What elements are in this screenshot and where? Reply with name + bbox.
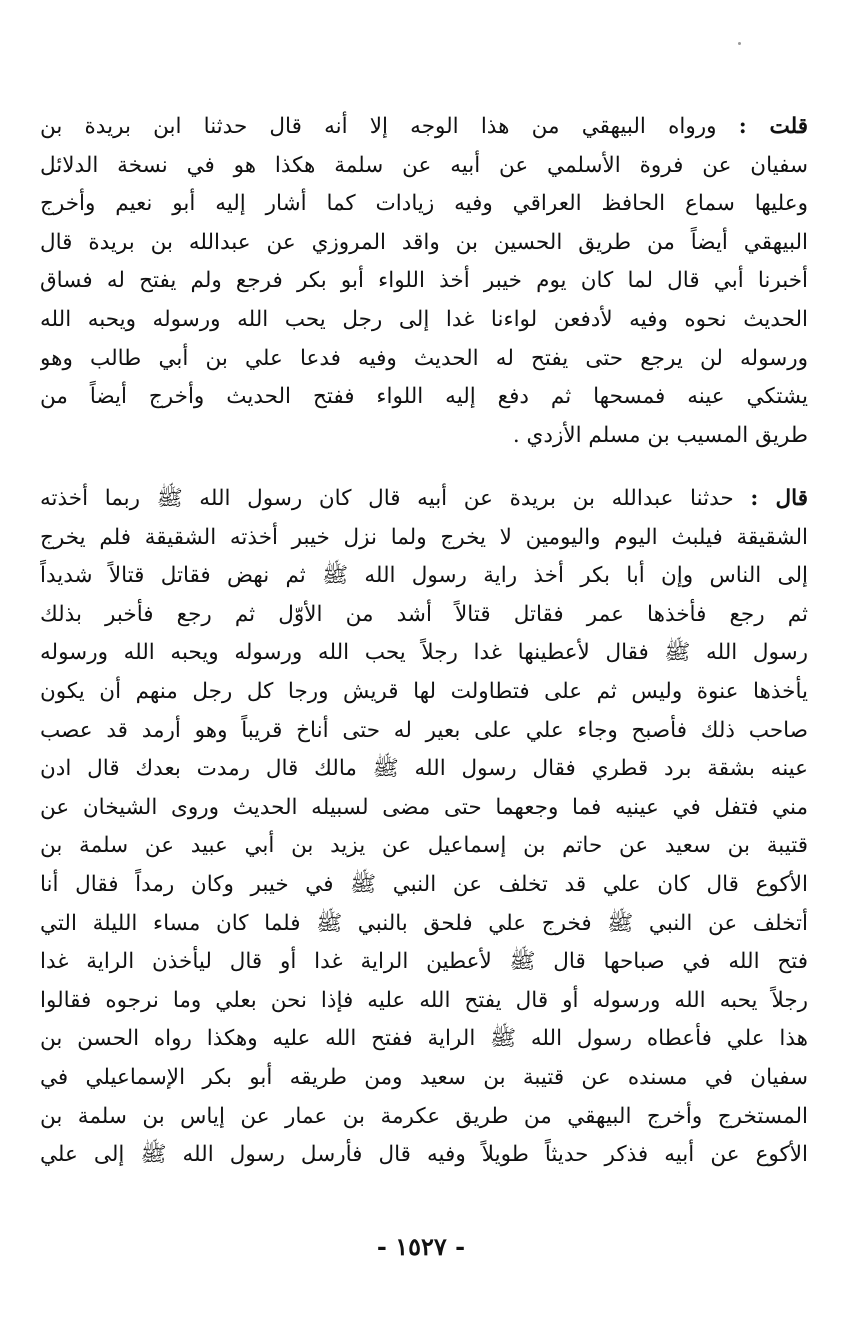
text-line: فتح الله في صباحها قال ﷺ لأعطين الراية غدا أو قال ليأخذن الراية غدا [40,949,808,975]
text-line: وعليها سماع الحافظ العراقي وفيه زيادات كما أشار إليه أبو نعيم وأخرج [40,191,808,217]
text-line: يشتكي عينه فمسحها ثم دفع إليه اللواء ففتح الحديث وأخرج أيضاً من [40,384,808,410]
text-line: رجلاً يحبه الله ورسوله أو قال يفتح الله عليه فإذا نحن بعلي وما نرجوه فقالوا [40,987,808,1013]
text-line: ثم رجع فأخذها عمر فقاتل قتالاً أشد من الأوّل ثم رجع فأخبر بذلك [40,601,808,627]
text-line: أخبرنا أبي قال لما كان يوم خيبر أخذ اللواء أبو بكر فرجع ولم يفتح له فساق [40,268,808,294]
paragraph-lead: قال : [750,486,808,511]
text-line: سفيان في مسنده عن قتيبة بن سعيد ومن طريقه أبو بكر الإسماعيلي في [40,1064,808,1090]
text-line: الحديث نحوه وفيه لأدفعن لواءنا غدا إلى رجل يحب الله ورسوله ويحبه الله [40,306,808,332]
text-line: إلى الناس وإن أبا بكر أخذ راية رسول الله ﷺ ثم نهض فقاتل قتالاً شديداً [40,563,808,589]
text-line: يأخذها عنوة وليس ثم على فتطاولت لها قريش ورجا كل رجل منهم أن يكون [40,678,808,704]
text-line [40,108,808,147]
text-line: صاحب ذلك فأصبح وجاء علي على بعير له حتى أناخ قريباً وهو أرمد قد عصب [40,717,808,743]
line-text: حدثنا عبدالله بن بريدة عن أبيه قال كان رسول الله ﷺ ربما أخذته [40,486,734,511]
paragraph-lead: قلت : [738,114,808,139]
paragraph-qultu [40,108,808,455]
paragraph-qala [40,480,808,1175]
margin-dot [738,42,741,45]
text-line: طريق المسيب بن مسلم الأزدي . [512,422,808,448]
line-text: ورواه البيهقي من هذا الوجه إلا أنه قال حدثنا ابن بريدة بن [40,114,717,139]
text-line: رسول الله ﷺ فقال لأعطينها غدا رجلاً يحب الله ورسوله ويحبه الله ورسوله [40,640,808,666]
text-line: عينه بشقة برد قطري فقال رسول الله ﷺ مالك قال رمدت بعدك قال ادن [40,756,808,782]
text-line: المستخرج وأخرج البيهقي من طريق عكرمة بن عمار عن إياس بن سلمة بن [40,1103,808,1129]
text-line: مني فتفل في عينيه فما وجعهما حتى مضى لسبيله الحديث وروى الشيخان عن [40,794,808,820]
text-line: الأكوع عن أبيه فذكر حديثاً طويلاً وفيه قال فأرسل رسول الله ﷺ إلى علي [40,1142,808,1168]
text-line: ورسوله لن يرجع حتى يفتح له الحديث وفيه فدعا علي بن أبي طالب وهو [40,345,808,371]
text-line: هذا علي فأعطاه رسول الله ﷺ الراية ففتح الله عليه وهكذا رواه الحسن بن [40,1026,808,1052]
text-line [40,480,808,519]
text-line: سفيان عن فروة الأسلمي عن أبيه عن سلمة هكذا هو في نسخة الدلائل [40,152,808,178]
text-line: أتخلف عن النبي ﷺ فخرج علي فلحق بالنبي ﷺ فلما كان مساء الليلة التي [40,910,808,936]
text-line: الأكوع قال كان علي قد تخلف عن النبي ﷺ في خيبر وكان رمداً فقال أنا [40,871,808,897]
text-line: البيهقي أيضاً من طريق الحسين بن واقد المروزي عن عبدالله بن بريدة قال [40,229,808,255]
text-line: الشقيقة فيلبث اليوم واليومين لا يخرج ولما نزل خيبر أخذته الشقيقة فلم يخرج [40,524,808,550]
text-line: قتيبة بن سعيد عن حاتم بن إسماعيل عن يزيد بن أبي عبيد عن سلمة بن [40,833,808,859]
page-number: - ١٥٢٧ - [376,1232,466,1261]
